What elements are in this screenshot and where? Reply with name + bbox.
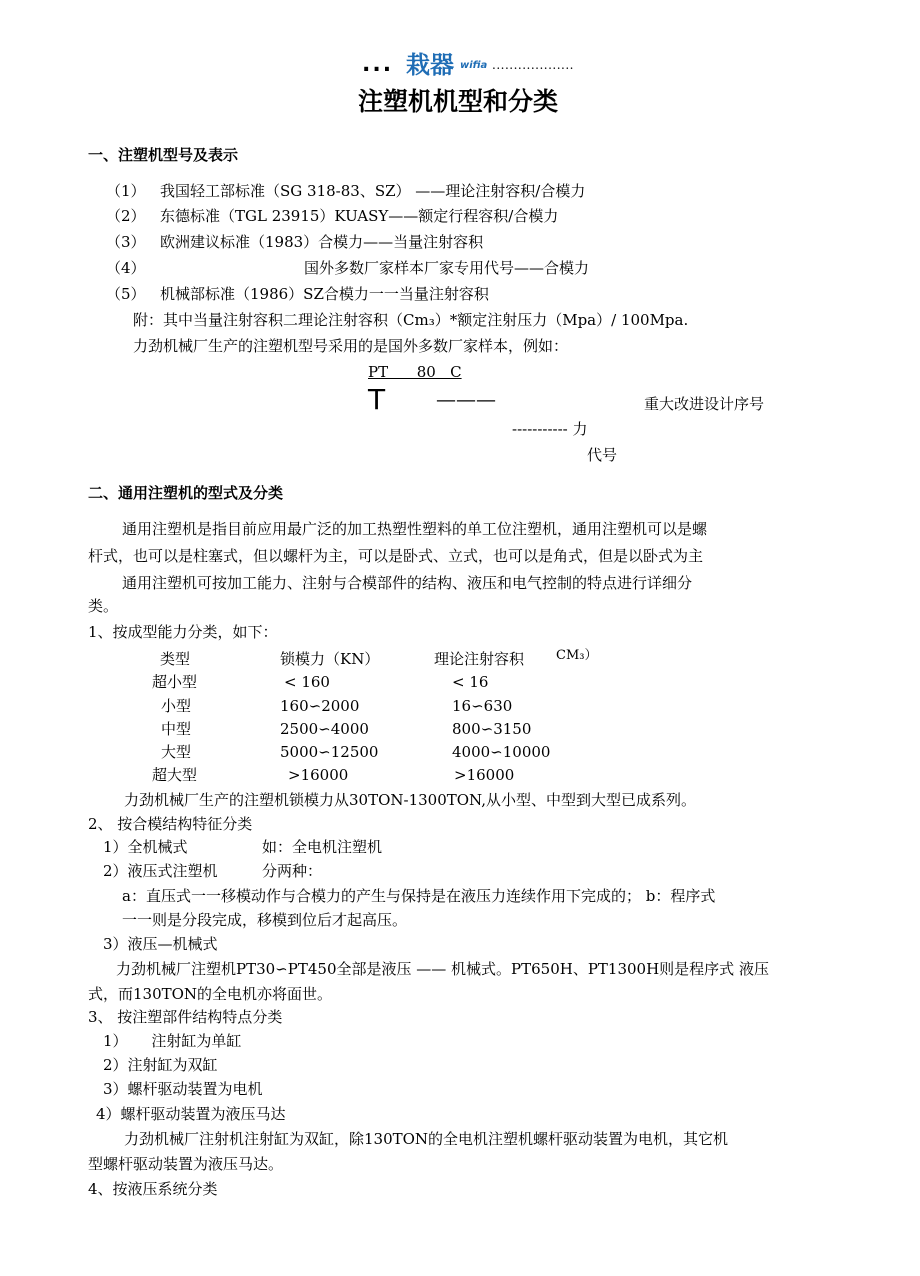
- s2-item3: 3）液压—机械式: [103, 935, 218, 953]
- s2-para2-line1: 通用注塑机可按加工能力、注射与合模部件的结构、液压和电气控制的特点进行详细分: [122, 574, 693, 592]
- table-header-volume: 理论注射容积: [434, 650, 525, 668]
- s1-item-1-text: 我国轻工部标准（SG 318-83、SZ） ——理论注射容积/合模力: [160, 182, 586, 200]
- header-trail: ...................: [492, 58, 574, 72]
- model-dash-long: ———: [436, 387, 496, 411]
- s2-ab-line1: a：直压式一一移模动作与合模力的产生与保持是在液压力连续作用下完成的； b：程序式: [122, 887, 716, 905]
- s1-example-intro: 力劲机械厂生产的注塑机型号采用的是国外多数厂家样本，例如：: [133, 337, 569, 355]
- s2-sub3: 3、 按注塑部件结构特点分类: [88, 1008, 283, 1026]
- s2-note-line1: 力劲机械厂注塑机PT30∽PT450全部是液压 —— 机械式。PT650H、PT1300H则是程序式 液压: [116, 960, 769, 978]
- s1-item-3-num: （3）: [106, 233, 146, 251]
- table-row-1-type: 超小型: [152, 673, 198, 691]
- s1-item-4-num: （4）: [106, 259, 146, 277]
- header-brand-sub: wifia: [460, 60, 488, 71]
- s2-sub2: 2、 按合模结构特征分类: [88, 815, 253, 833]
- s2-ab-line2: 一一则是分段完成，移模到位后才起高压。: [122, 911, 408, 929]
- table-row-2-volume: 16∽630: [452, 697, 513, 715]
- s1-item-4-text: 国外多数厂家样本厂家专用代号——合模力: [304, 259, 590, 277]
- table-row-4-type: 大型: [161, 743, 192, 761]
- model-code: PT 80 C: [368, 363, 462, 381]
- table-row-5-volume: >16000: [454, 766, 515, 784]
- s1-item-5-num: （5）: [106, 285, 146, 303]
- s1-item-2-text: 东德标准（TGL 23915）KUASY——额定行程容积/合模力: [160, 207, 559, 225]
- table-header-force: 锁模力（KN）: [280, 650, 380, 668]
- table-row-3-volume: 800∽3150: [452, 720, 532, 738]
- s1-item-3-text: 欧洲建议标准（1983）合模力——当量注射容积: [160, 233, 484, 251]
- section2-heading: 二、通用注塑机的型式及分类: [88, 484, 284, 502]
- s2-item1-label: 1）全机械式: [103, 838, 188, 856]
- s2-item2-desc: 分两种：: [262, 862, 323, 880]
- s2-para1-line1: 通用注塑机是指目前应用最广泛的加工热塑性塑料的单工位注塑机，通用注塑机可以是螺: [122, 520, 708, 538]
- s2-para2-line2: 类。: [88, 597, 119, 615]
- table-row-2-type: 小型: [161, 697, 192, 715]
- s3-item-1: 1） 注射缸为单缸: [103, 1032, 242, 1050]
- table-header-type: 类型: [160, 650, 191, 668]
- table-row-4-force: 5000∽12500: [280, 743, 379, 761]
- s3-item-4: 4）螺杆驱动装置为液压马达: [96, 1105, 286, 1123]
- s2-sub4: 4、按液压系统分类: [88, 1180, 218, 1198]
- s1-item-2-num: （2）: [106, 207, 146, 225]
- table-header-unit: CM₃）: [556, 648, 598, 663]
- table-row-5-type: 超大型: [152, 766, 198, 784]
- s2-item2-label: 2）液压式注塑机: [103, 862, 218, 880]
- table-row-3-type: 中型: [161, 720, 192, 738]
- table-row-4-volume: 4000∽10000: [452, 743, 551, 761]
- s2-sub1: 1、按成型能力分类，如下：: [88, 623, 278, 641]
- table-row-2-force: 160∽2000: [280, 697, 360, 715]
- header-dots: ...: [362, 52, 394, 77]
- s3-note-line1: 力劲机械厂注射机注射缸为双缸，除130TON的全电机注塑机螺杆驱动装置为电机，其它机: [124, 1130, 729, 1148]
- s1-item-5-text: 机械部标准（1986）SZ合模力一一当量注射容积: [160, 285, 489, 303]
- s2-item1-desc: 如：全电机注塑机: [262, 838, 383, 856]
- table-note: 力劲机械厂生产的注塑机锁模力从30TON-1300TON,从小型、中型到大型已成系列。: [124, 791, 696, 809]
- label-force-dashes: ----------- 力: [512, 420, 588, 438]
- s2-para1-line2: 杆式，也可以是柱塞式，但以螺杆为主，可以是卧式、立式，也可以是角式，但是以卧式为主: [88, 547, 704, 565]
- header-brand: 栽器: [406, 51, 454, 79]
- table-row-1-force: < 160: [284, 673, 330, 691]
- label-code: 代号: [587, 446, 618, 464]
- table-row-3-force: 2500∽4000: [280, 720, 369, 738]
- table-row-1-volume: < 16: [452, 673, 489, 691]
- model-letter-t: T: [368, 383, 386, 416]
- s3-note-line2: 型螺杆驱动装置为液压马达。: [88, 1155, 284, 1173]
- s1-item-1-num: （1）: [106, 182, 146, 200]
- s3-item-2: 2）注射缸为双缸: [103, 1056, 218, 1074]
- s2-note-line2: 式，而130TON的全电机亦将面世。: [88, 985, 333, 1003]
- s1-note: 附：其中当量注射容积二理论注射容积（Cm₃）*额定注射压力（Mpa）/ 100Mpa.: [133, 311, 689, 329]
- table-row-5-force: >16000: [288, 766, 349, 784]
- label-design-seq: 重大改进设计序号: [644, 395, 765, 413]
- page-title: 注塑机机型和分类: [358, 87, 559, 116]
- section1-heading: 一、注塑机型号及表示: [88, 146, 239, 164]
- s3-item-3: 3）螺杆驱动装置为电机: [103, 1080, 263, 1098]
